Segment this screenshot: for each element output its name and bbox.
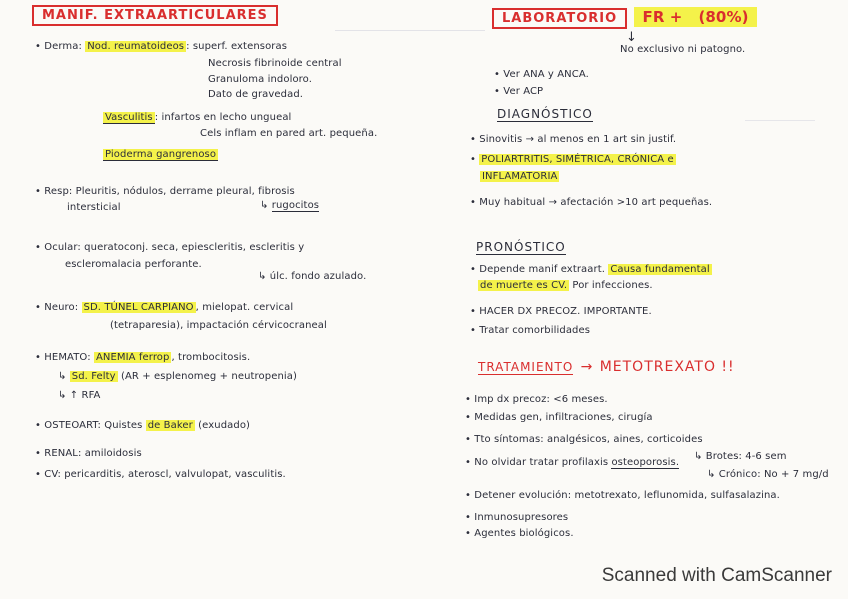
tx-4-brotes: ↳ Brotes: 4-6 sem bbox=[694, 451, 787, 462]
diag-1: • Sinovitis → al menos en 1 art sin justif. bbox=[470, 134, 677, 145]
camscanner-watermark: Scanned with CamScanner bbox=[601, 565, 832, 586]
diag-title: DIAGNÓSTICO bbox=[497, 107, 593, 121]
tx-1: • Imp dx precoz: <6 meses. bbox=[465, 394, 608, 405]
resp-line-2: intersticial bbox=[67, 202, 121, 213]
lab-header bbox=[492, 8, 757, 26]
see-acp: • Ver ACP bbox=[494, 86, 544, 97]
section-title-manif: MANIF. EXTRAARTICULARES bbox=[32, 5, 278, 26]
neuro-line-2: (tetraparesia), impactación cérvicocraneal bbox=[110, 320, 327, 331]
hemato-line-1: • HEMATO: ANEMIA ferrop , trombocitosis. bbox=[35, 352, 251, 363]
vasculitis-line-1: Vasculitis : infartos en lecho ungueal bbox=[105, 112, 292, 123]
prog-title: PRONÓSTICO bbox=[476, 240, 566, 254]
derma-line-1: • Derma: Nod. reumatoideos : superf. extensoras bbox=[35, 41, 288, 52]
cv-line: • CV: pericarditis, ateroscl, valvulopat, vasculitis. bbox=[35, 469, 286, 480]
osteoart-line: • OSTEOART: Quistes de Baker (exudado) bbox=[35, 420, 251, 431]
tx-title: TRATAMIENTO bbox=[478, 360, 574, 374]
bleed-through-text bbox=[335, 18, 485, 31]
prog-1b: de muerte es CV. Por infecciones. bbox=[480, 280, 653, 291]
tx-2: • Medidas gen, infiltraciones, cirugía bbox=[465, 412, 653, 423]
tx-4-cronico: ↳ Crónico: No + 7 mg/d bbox=[707, 469, 829, 480]
diag-2b: INFLAMATORIA bbox=[482, 171, 558, 182]
down-arrow-icon: ↓ bbox=[626, 30, 637, 45]
tx-4: • No olvidar tratar profilaxis osteoporosis. bbox=[465, 457, 680, 468]
diag-3: • Muy habitual → afectación >10 art pequeñas. bbox=[470, 197, 713, 208]
tx-3: • Tto síntomas: analgésicos, aines, corticoides bbox=[465, 434, 703, 445]
fr-badge: FR + (80%) bbox=[634, 7, 756, 27]
derma-line-2: Necrosis fibrinoide central bbox=[208, 58, 342, 69]
ocular-line-2: escleromalacia perforante. bbox=[65, 259, 202, 270]
neuro-line-1: • Neuro: SD. TÚNEL CARPIANO , mielopat. cervical bbox=[35, 302, 294, 313]
lab-title: LABORATORIO bbox=[492, 8, 627, 29]
pyoderma: Pioderma gangrenoso bbox=[105, 149, 217, 160]
tx-7: • Agentes biológicos. bbox=[465, 528, 574, 539]
see-ana: • Ver ANA y ANCA. bbox=[494, 69, 589, 80]
renal-line: • RENAL: amiloidosis bbox=[35, 448, 142, 459]
prog-3: • Tratar comorbilidades bbox=[470, 325, 591, 336]
bleed-through-text bbox=[745, 110, 815, 121]
resp-line-1: • Resp: Pleuritis, nódulos, derrame pleural, fibrosis bbox=[35, 186, 295, 197]
derma-line-4: Dato de gravedad. bbox=[208, 89, 304, 100]
no-exclusive: No exclusivo ni patogno. bbox=[620, 44, 746, 55]
diag-2: • POLIARTRITIS, SIMÉTRICA, CRÓNICA e bbox=[470, 154, 674, 165]
resp-line-2b: ↳ rugocitos bbox=[260, 200, 320, 211]
ocular-line-1: • Ocular: queratoconj. seca, epiescleritis, escleritis y bbox=[35, 242, 305, 253]
derma-line-3: Granuloma indoloro. bbox=[208, 74, 312, 85]
ocular-line-3: ↳ úlc. fondo azulado. bbox=[258, 271, 367, 282]
tx-6: • Inmunosupresores bbox=[465, 512, 569, 523]
hemato-felty: ↳ Sd. Felty (AR + esplenomeg + neutropenia) bbox=[58, 371, 297, 382]
arrow-right-icon: → bbox=[580, 359, 593, 375]
tx-header bbox=[478, 359, 735, 375]
vasculitis-line-2: Cels inflam en pared art. pequeña. bbox=[200, 128, 378, 139]
prog-1: • Depende manif extraart. Causa fundamental bbox=[470, 264, 710, 275]
hemato-rfa: ↳ ↑ RFA bbox=[58, 390, 101, 401]
tx-drug: METOTREXATO !! bbox=[599, 359, 735, 375]
tx-5: • Detener evolución: metotrexato, leflunomida, sulfasalazina. bbox=[465, 490, 780, 501]
prog-2: • HACER DX PRECOZ. IMPORTANTE. bbox=[470, 306, 652, 317]
